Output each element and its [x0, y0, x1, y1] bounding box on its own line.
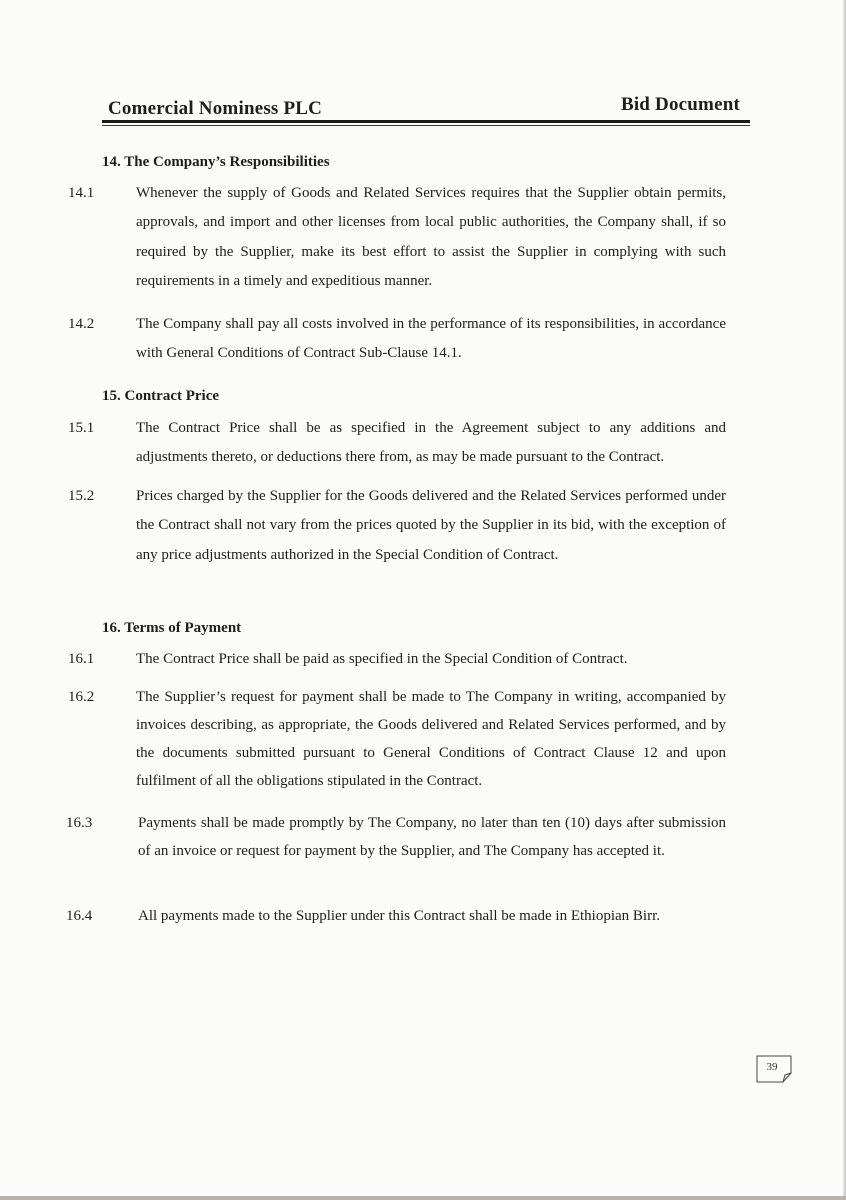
clause-number: 14.2: [68, 316, 95, 332]
clause-text: All payments made to the Supplier under this Contract shall be made in Ethiopian Birr.: [138, 908, 660, 924]
clause-text: Prices charged by the Supplier for the Goods delivered and the Related Services performed under the Contract shall not vary from the prices quoted by the Supplier in its bid, with the exception of any price adjustments authorized in the Special Condition of Contract.: [136, 488, 726, 563]
header-rule-thin: [102, 125, 750, 126]
header-rule: [102, 120, 750, 123]
clause-text: The Contract Price shall be paid as specified in the Special Condition of Contract.: [136, 651, 628, 667]
clause-number: 16.2: [68, 689, 95, 705]
section-heading-15: 15. Contract Price: [102, 388, 220, 404]
page-bottom-edge: [0, 1196, 846, 1200]
clause-16-1: [68, 645, 726, 674]
clause-text: Whenever the supply of Goods and Related Services requires that the Supplier obtain permits, approvals, and import and other licenses from local public authorities, the Company shall, if so required by the Supplier, make its best effort to assist the Supplier in complying with such requirements in a timely and expeditious manner.: [136, 185, 726, 289]
clause-16-4: [66, 902, 726, 931]
page-number: 39: [766, 1061, 778, 1073]
clause-number: 16.4: [66, 908, 93, 924]
clause-number: 15.1: [68, 420, 95, 436]
header-document-type: Bid Document: [620, 94, 740, 115]
clause-14-1: [68, 179, 726, 296]
header-company-name: Comercial Nominess PLC: [108, 98, 323, 119]
clause-number: 16.1: [68, 651, 95, 667]
page-number-box: [756, 1055, 792, 1083]
clause-16-3: [66, 809, 726, 865]
clause-15-1: [68, 414, 726, 473]
clause-15-2: [68, 482, 726, 570]
clause-text: Payments shall be made promptly by The Company, no later than ten (10) days after submission of an invoice or request for payment by the Supplier, and The Company has accepted it.: [138, 815, 726, 859]
clause-number: 15.2: [68, 488, 95, 504]
clause-14-2: [68, 310, 726, 369]
clause-text: The Company shall pay all costs involved in the performance of its responsibilities, in accordance with General Conditions of Contract Sub-Clause 14.1.: [136, 316, 726, 362]
page-header: [102, 94, 750, 130]
section-heading-14: 14. The Company’s Responsibilities: [102, 154, 330, 170]
clause-number: 14.1: [68, 185, 95, 201]
clause-text: The Contract Price shall be as specified in the Agreement subject to any additions and adjustments thereto, or deductions there from, as may be made pursuant to the Contract.: [136, 420, 726, 466]
clause-text: The Supplier’s request for payment shall be made to The Company in writing, accompanied by invoices describing, as appropriate, the Goods delivered and Related Services performed, and by the documents submitted pursuant to General Conditions of Contract Clause 12 and upon fulfilment of all the obligations stipulated in the Contract.: [136, 689, 726, 789]
clause-number: 16.3: [66, 815, 93, 831]
section-heading-16: 16. Terms of Payment: [102, 620, 242, 636]
clause-16-2: [68, 683, 726, 795]
